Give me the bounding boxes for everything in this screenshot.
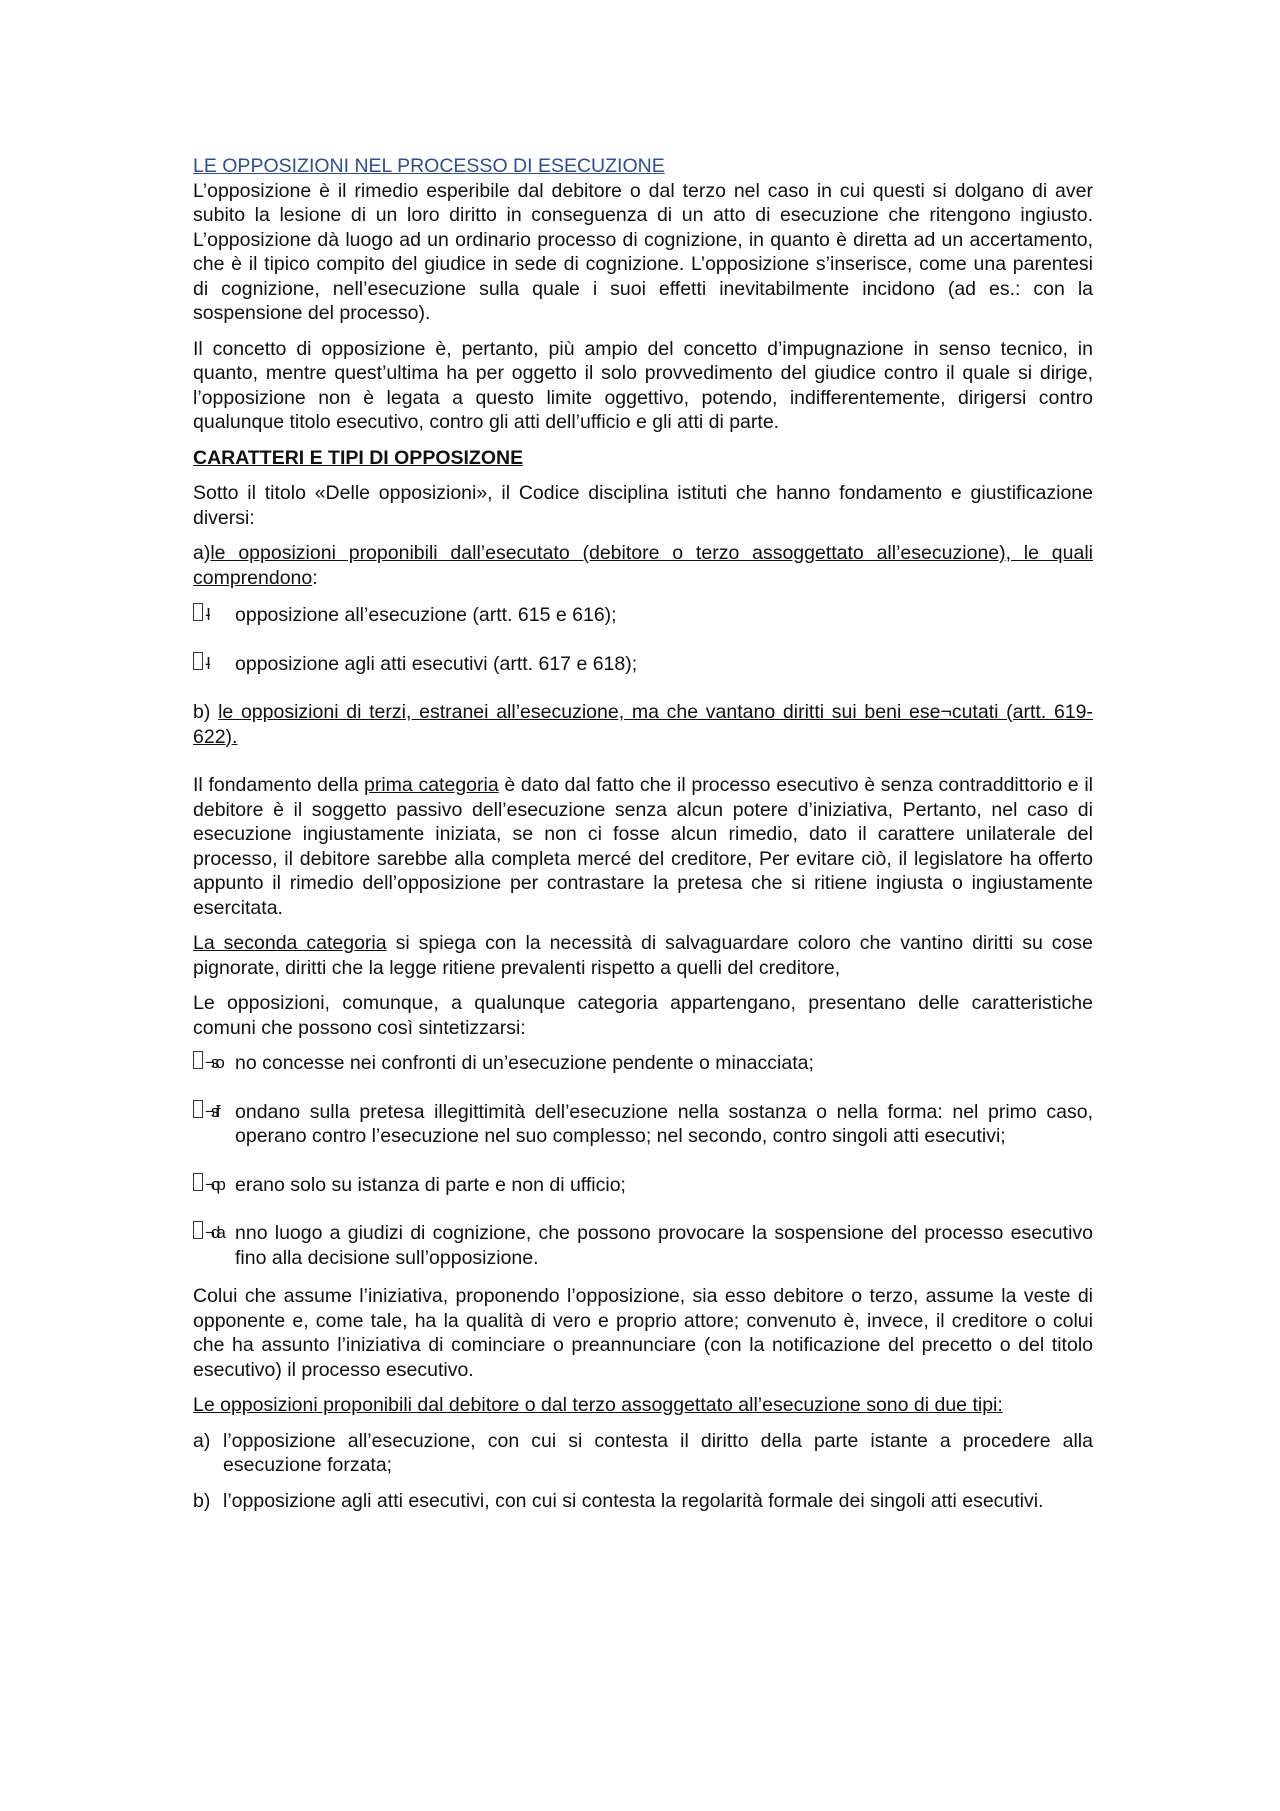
missing-glyph-icon — [193, 603, 203, 621]
underlined-term: prima categoria — [364, 774, 499, 796]
page-title: LE OPPOSIZIONI NEL PROCESSO DI ESECUZIONE — [193, 155, 665, 177]
sub-item-a1 — [193, 603, 1093, 628]
missing-glyph-icon — [193, 1100, 203, 1118]
paragraph-intro: L’opposizione è il rimedio esperibile dal debitore o dal terzo nel caso in cui questi si dolgano di aver subito la lesione di un loro diritto in conseguenza di un atto di esecuzione che ritengono ingiusto. L’opposizione dà luogo ad un ordinario processo di cognizione, in quanto è diretta ad un accertamento, che è il tipico compito del giudice in sede di cognizione. L’opposizione s’inserisce, come una parentesi di cognizione, nell’esecuzione sulla quale i suoi effetti inevitabilmente incidono (ad es.: con la sospensione del processo). — [193, 179, 1093, 324]
feature-text: erano solo su istanza di parte e non di ufficio; — [235, 1173, 626, 1196]
list-suffix-a: : — [312, 566, 318, 589]
list-label-a: a) — [193, 542, 211, 564]
missing-glyph-icon — [193, 652, 203, 670]
document-page — [193, 154, 1093, 1524]
list-text-a: le opposizioni proponibili dall’esecutato (debitore o terzo assoggettato all’esecuzione), le quali comprendono — [193, 542, 1093, 589]
paragraph-concept: Il concetto di opposizione è, pertanto, più ampio del concetto d’impugnazione in senso tecnico, in quanto, mentre quest’ultima ha per oggetto il solo provvedimento del giudice contro il quale si dirige, l’opposizione non è legata a questo limite oggettivo, potendo, indifferentemente, dirigersi contro qualunque titolo esecutivo, contro gli atti dell’ufficio e gli atti di parte. — [193, 337, 1093, 433]
paragraph-seconda-categoria — [193, 931, 1093, 980]
paragraph-opponente: Colui che assume l’iniziativa, proponendo l’opposizione, sia esso debitore o terzo, assume la veste di opponente e, come tale, ha la qualità di vero e proprio attore; convenuto è, invece, il creditore o colui che ha assunto l’iniziativa di cominciare o preannunciare (con la notificazione del precetto o del titolo esecutivo) il processo esecutivo. — [193, 1285, 1093, 1381]
sub-item-mark: -l’ — [205, 653, 207, 673]
list-label-b: b) — [193, 701, 219, 723]
paragraph-codice: Sotto il titolo «Delle opposizioni», il Codice disciplina istituti che hanno fondamento e giustificazione diversi: — [193, 482, 1093, 529]
section-heading: CARATTERI E TIPI DI OPPOSIZONE — [193, 446, 524, 469]
sub-item-text: opposizione all’esecuzione (artt. 615 e 616); — [235, 604, 617, 626]
sub-item-mark: -l’ — [205, 605, 207, 624]
feature-item-4 — [193, 1221, 1093, 1270]
paragraph-due-tipi: Le opposizioni proponibili dal debitore o dal terzo assoggettato all’esecuzione sono di due tipi: — [193, 1394, 1003, 1416]
feature-text: ondano sulla pretesa illegittimità dell’esecuzione nella sostanza o nella forma: nel primo caso, operano contro l’esecuzione nel suo complesso; nel secondo, contro singoli atti esecutivi; — [235, 1100, 1093, 1147]
feature-text: nno luogo a giudizi di cognizione, che possono provocare la sospensione del processo esecutivo fino alla decisione sull’opposizione. — [235, 1222, 1093, 1269]
feature-mark: ¬so — [205, 1053, 221, 1072]
type-label: a) — [193, 1429, 211, 1452]
missing-glyph-icon — [193, 1221, 203, 1239]
list-item-b — [193, 700, 1093, 749]
feature-item-2 — [193, 1100, 1093, 1149]
paragraph-caratteristiche: Le opposizioni, comunque, a qualunque categoria appartengano, presentano delle caratteristiche comuni che possono così sintetizzarsi: — [193, 992, 1093, 1039]
type-text: l’opposizione all’esecuzione, con cui si contesta il diritto della parte istante a procedere alla esecuzione forzata; — [223, 1429, 1093, 1476]
missing-glyph-icon — [193, 1173, 203, 1191]
paragraph-prima-categoria — [193, 773, 1093, 920]
list-text-b: le opposizioni di terzi, estranei all’esecuzione, ma che vantano diritti sui beni ese¬cutati (artt. 619-622). — [193, 701, 1093, 748]
text-span: è dato dal fatto che il processo esecutivo è senza contraddittorio e il debitore è il soggetto passivo dell’esecuzione senza alcun potere d’iniziativa, Pertanto, nel caso di esecuzione ingiustamente iniziata, se non ci fosse alcun rimedio, dato il carattere unilaterale del processo, il debitore sarebbe alla completa mercé del creditore, Per evitare ciò, il legislatore ha offerto appunto il rimedio dell’opposizione per contrastare la pretesa che si ritiene ingiusta o ingiustamente esercitata. — [193, 774, 1093, 919]
type-label: b) — [193, 1489, 211, 1512]
sub-item-text: opposizione agli atti esecutivi (artt. 617 e 618); — [235, 652, 638, 675]
feature-item-1 — [193, 1051, 1093, 1076]
type-item-b — [193, 1489, 1093, 1514]
feature-text: no concesse nei confronti di un’esecuzione pendente o minacciata; — [235, 1052, 814, 1074]
feature-mark: ¬op — [205, 1174, 222, 1194]
sub-item-a2 — [193, 652, 1093, 677]
feature-mark: ¬da — [205, 1223, 222, 1242]
type-text: l’opposizione agli atti esecutivi, con cui si contesta la regolarità formale dei singoli atti esecutivi. — [223, 1489, 1044, 1512]
text-span: si spiega con la necessità di salvaguardare coloro che vantino diritti su cose pignorate, diritti che la legge ritiene prevalenti rispetto a quelli del creditore, — [193, 932, 1093, 979]
underlined-term: La seconda categoria — [193, 932, 387, 954]
feature-mark: ¬si f — [205, 1101, 217, 1121]
type-item-a — [193, 1429, 1093, 1478]
text-span: Il fondamento della — [193, 774, 365, 796]
list-item-a — [193, 541, 1093, 590]
missing-glyph-icon — [193, 1051, 203, 1069]
feature-item-3 — [193, 1173, 1093, 1198]
